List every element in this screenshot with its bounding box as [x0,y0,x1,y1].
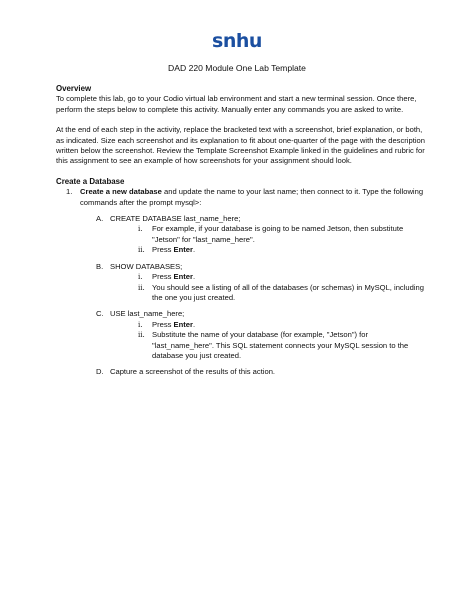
item-text-pre: Press [152,319,174,329]
item-text-post: . [192,245,196,255]
item-text-bold: Enter [173,272,193,282]
substep-a-item-ii [138,245,430,255]
substep-b-item-i [138,272,430,282]
item-text-pre: You should see a listing of all of the databases (or schemas) in MySQL, including the one you just created. [152,282,424,302]
snhu-logo: snhu [212,30,262,52]
item-text [152,320,430,330]
item-text-pre: Substitute the name of your database (for example, "Jetson") for "last_name_here". This SQL statement connects your MySQL session to the database you just created. [152,330,409,360]
roman-numeral: ii. [138,283,145,292]
roman-numeral: i. [138,225,143,234]
substep-text: SHOW DATABASES; [110,261,183,271]
item-text-pre: Press [152,245,174,255]
substep-text: USE last_name_here; [110,309,185,319]
overview-paragraph-2: At the end of each step in the activity, replace the bracketed text with a screenshot, brief explanation, or both, as indicated. Size each screenshot and its explanation to fit about one-quarter of the page with the description written below the screenshot. Review the Template Screenshot Example linked in the guidelines and rubric for this assignment to see an example of how screenshots for your assignment should look. [56,125,425,166]
substep-c-item-ii [138,330,430,361]
substep-a [96,214,430,224]
document-body [56,84,430,378]
item-text [152,272,430,282]
item-text-bold: Enter [173,319,193,329]
overview-heading: Overview [56,84,92,93]
item-text [152,245,430,255]
substep-label: D. [96,367,104,377]
item-text [152,330,430,361]
substep-label: C. [96,309,104,319]
substep-b [96,262,430,272]
step-rest-text: and update the name to your last name; then connect to it. Type the following commands after the prompt mysql>: [80,187,424,207]
item-text-bold: Enter [173,245,193,255]
substep-c-item-i [138,320,430,330]
item-text-pre: For example, if your database is going to be named Jetson, then substitute "Jetson" for "last_name_here". [152,224,404,244]
item-text [152,283,430,304]
step-bold-text: Create a new database [80,187,162,197]
item-text-post: . [192,272,196,282]
substep-a-item-i [138,224,430,245]
document-title: DAD 220 Module One Lab Template [168,63,306,73]
overview-paragraph-1: To complete this lab, go to your Codio virtual lab environment and start a new terminal session. Once there, perform the steps below to complete this activity. Manually enter any commands you are asked to write. [56,94,417,114]
substep-d [96,367,430,377]
item-text-pre: Press [152,272,174,282]
substep-text: CREATE DATABASE last_name_here; [110,214,241,224]
step-number: 1. [66,187,73,197]
item-text-post: . [192,319,196,329]
roman-numeral: ii. [138,246,145,255]
step-1 [66,187,430,208]
substep-text: Capture a screenshot of the results of this action. [110,367,276,377]
step-text [80,187,430,208]
substep-label: A. [96,214,104,224]
substep-label: B. [96,261,104,271]
item-text [152,224,430,245]
roman-numeral: i. [138,320,143,329]
roman-numeral: ii. [138,331,145,340]
substep-c [96,309,430,319]
roman-numeral: i. [138,273,143,282]
substep-b-item-ii [138,283,430,304]
section-heading: Create a Database [56,176,125,186]
